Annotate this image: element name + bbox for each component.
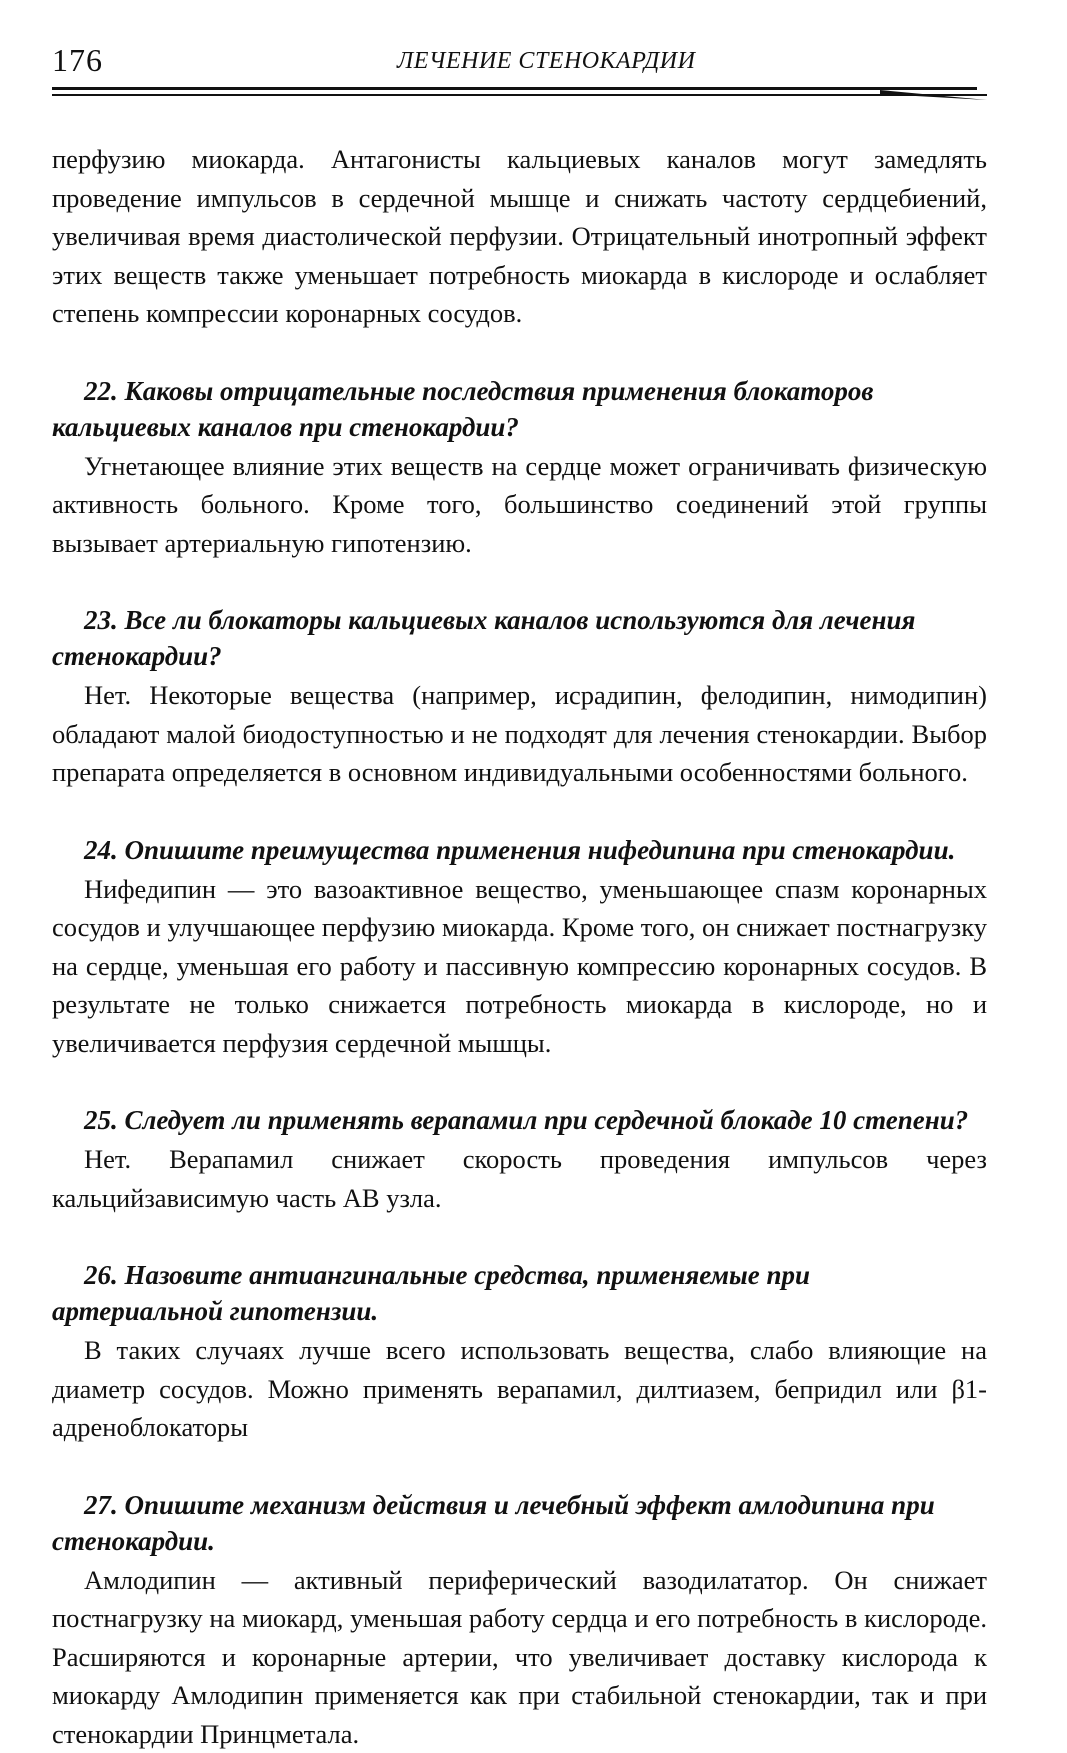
header-rule-top <box>52 87 977 90</box>
qa-item-27 <box>52 1487 987 1753</box>
answer-paragraph: В таких случаях лучше всего использовать вещества, слабо влияющие на диаметр сосудов. Можно применять верапамил, дилтиазем, бепридил или β1-адреноблокаторы <box>52 1331 987 1447</box>
qa-item-25 <box>52 1102 987 1217</box>
question-heading: 24. Опишите преимущества применения нифедипина при стенокардии. <box>52 832 987 868</box>
qa-item-23 <box>52 602 987 792</box>
question-heading: 22. Каковы отрицательные последствия применения блокаторов кальциевых каналов при стенокардии? <box>52 373 987 445</box>
section-title: ЛЕЧЕНИЕ СТЕНОКАРДИИ <box>397 48 695 75</box>
answer-paragraph: Нифедипин — это вазоактивное вещество, уменьшающее спазм коронарных сосудов и улучшающее перфузию миокарда. Кроме того, он снижает постнагрузку на сердце, уменьшая его работу и пассивную компрессию коронарных сосудов. В результате не только снижается потребность миокарда в кислороде, но и увеличивается перфузия сердечной мышцы. <box>52 870 987 1063</box>
answer-paragraph: Нет. Верапамил снижает скорость проведения импульсов через кальцийзависимую часть АВ узла. <box>52 1140 987 1217</box>
running-head <box>52 40 987 84</box>
qa-item-22 <box>52 373 987 563</box>
header-rule-bottom <box>52 94 987 96</box>
question-heading: 25. Следует ли применять верапамил при сердечной блокаде 10 степени? <box>52 1102 987 1138</box>
question-heading: 27. Опишите механизм действия и лечебный эффект амлодипина при стенокардии. <box>52 1487 987 1559</box>
answer-paragraph: Амлодипин — активный периферический вазодилататор. Он снижает постнагрузку на миокард, уменьшая работу сердца и его потребность в кислороде. Расширяются и коронарные артерии, что увеличивает доставку кислорода к миокарду Амлодипин применяется как при стабильной стенокардии, так и при стенокардии Принцметала. <box>52 1561 987 1753</box>
answer-paragraph: Угнетающее влияние этих веществ на сердце может ограничивать физическую активность больного. Кроме того, большинство соединений этой группы вызывает артериальную гипотензию. <box>52 447 987 563</box>
question-heading: 23. Все ли блокаторы кальциевых каналов используются для лечения стенокардии? <box>52 602 987 674</box>
page-content <box>52 140 987 1753</box>
question-heading: 26. Назовите антиангинальные средства, применяемые при артериальной гипотензии. <box>52 1257 987 1329</box>
answer-paragraph: Нет. Некоторые вещества (например, исрадипин, фелодипин, нимодипин) обладают малой биодоступностью и не подходят для лечения стенокардии. Выбор препарата определяется в основном индивидуальными особенностями больного. <box>52 676 987 792</box>
qa-item-26 <box>52 1257 987 1447</box>
intro-paragraph: перфузию миокарда. Антагонисты кальциевых каналов могут замедлять проведение импульсов в сердечной мышце и снижать частоту сердцебиений, увеличивая время диастолической перфузии. Отрицательный инотропный эффект этих веществ также уменьшает потребность миокарда в кислороде и ослабляет степень компрессии коронарных сосудов. <box>52 140 987 333</box>
header-rule-flourish <box>880 90 987 102</box>
qa-item-24 <box>52 832 987 1063</box>
page-number: 176 <box>52 42 103 79</box>
